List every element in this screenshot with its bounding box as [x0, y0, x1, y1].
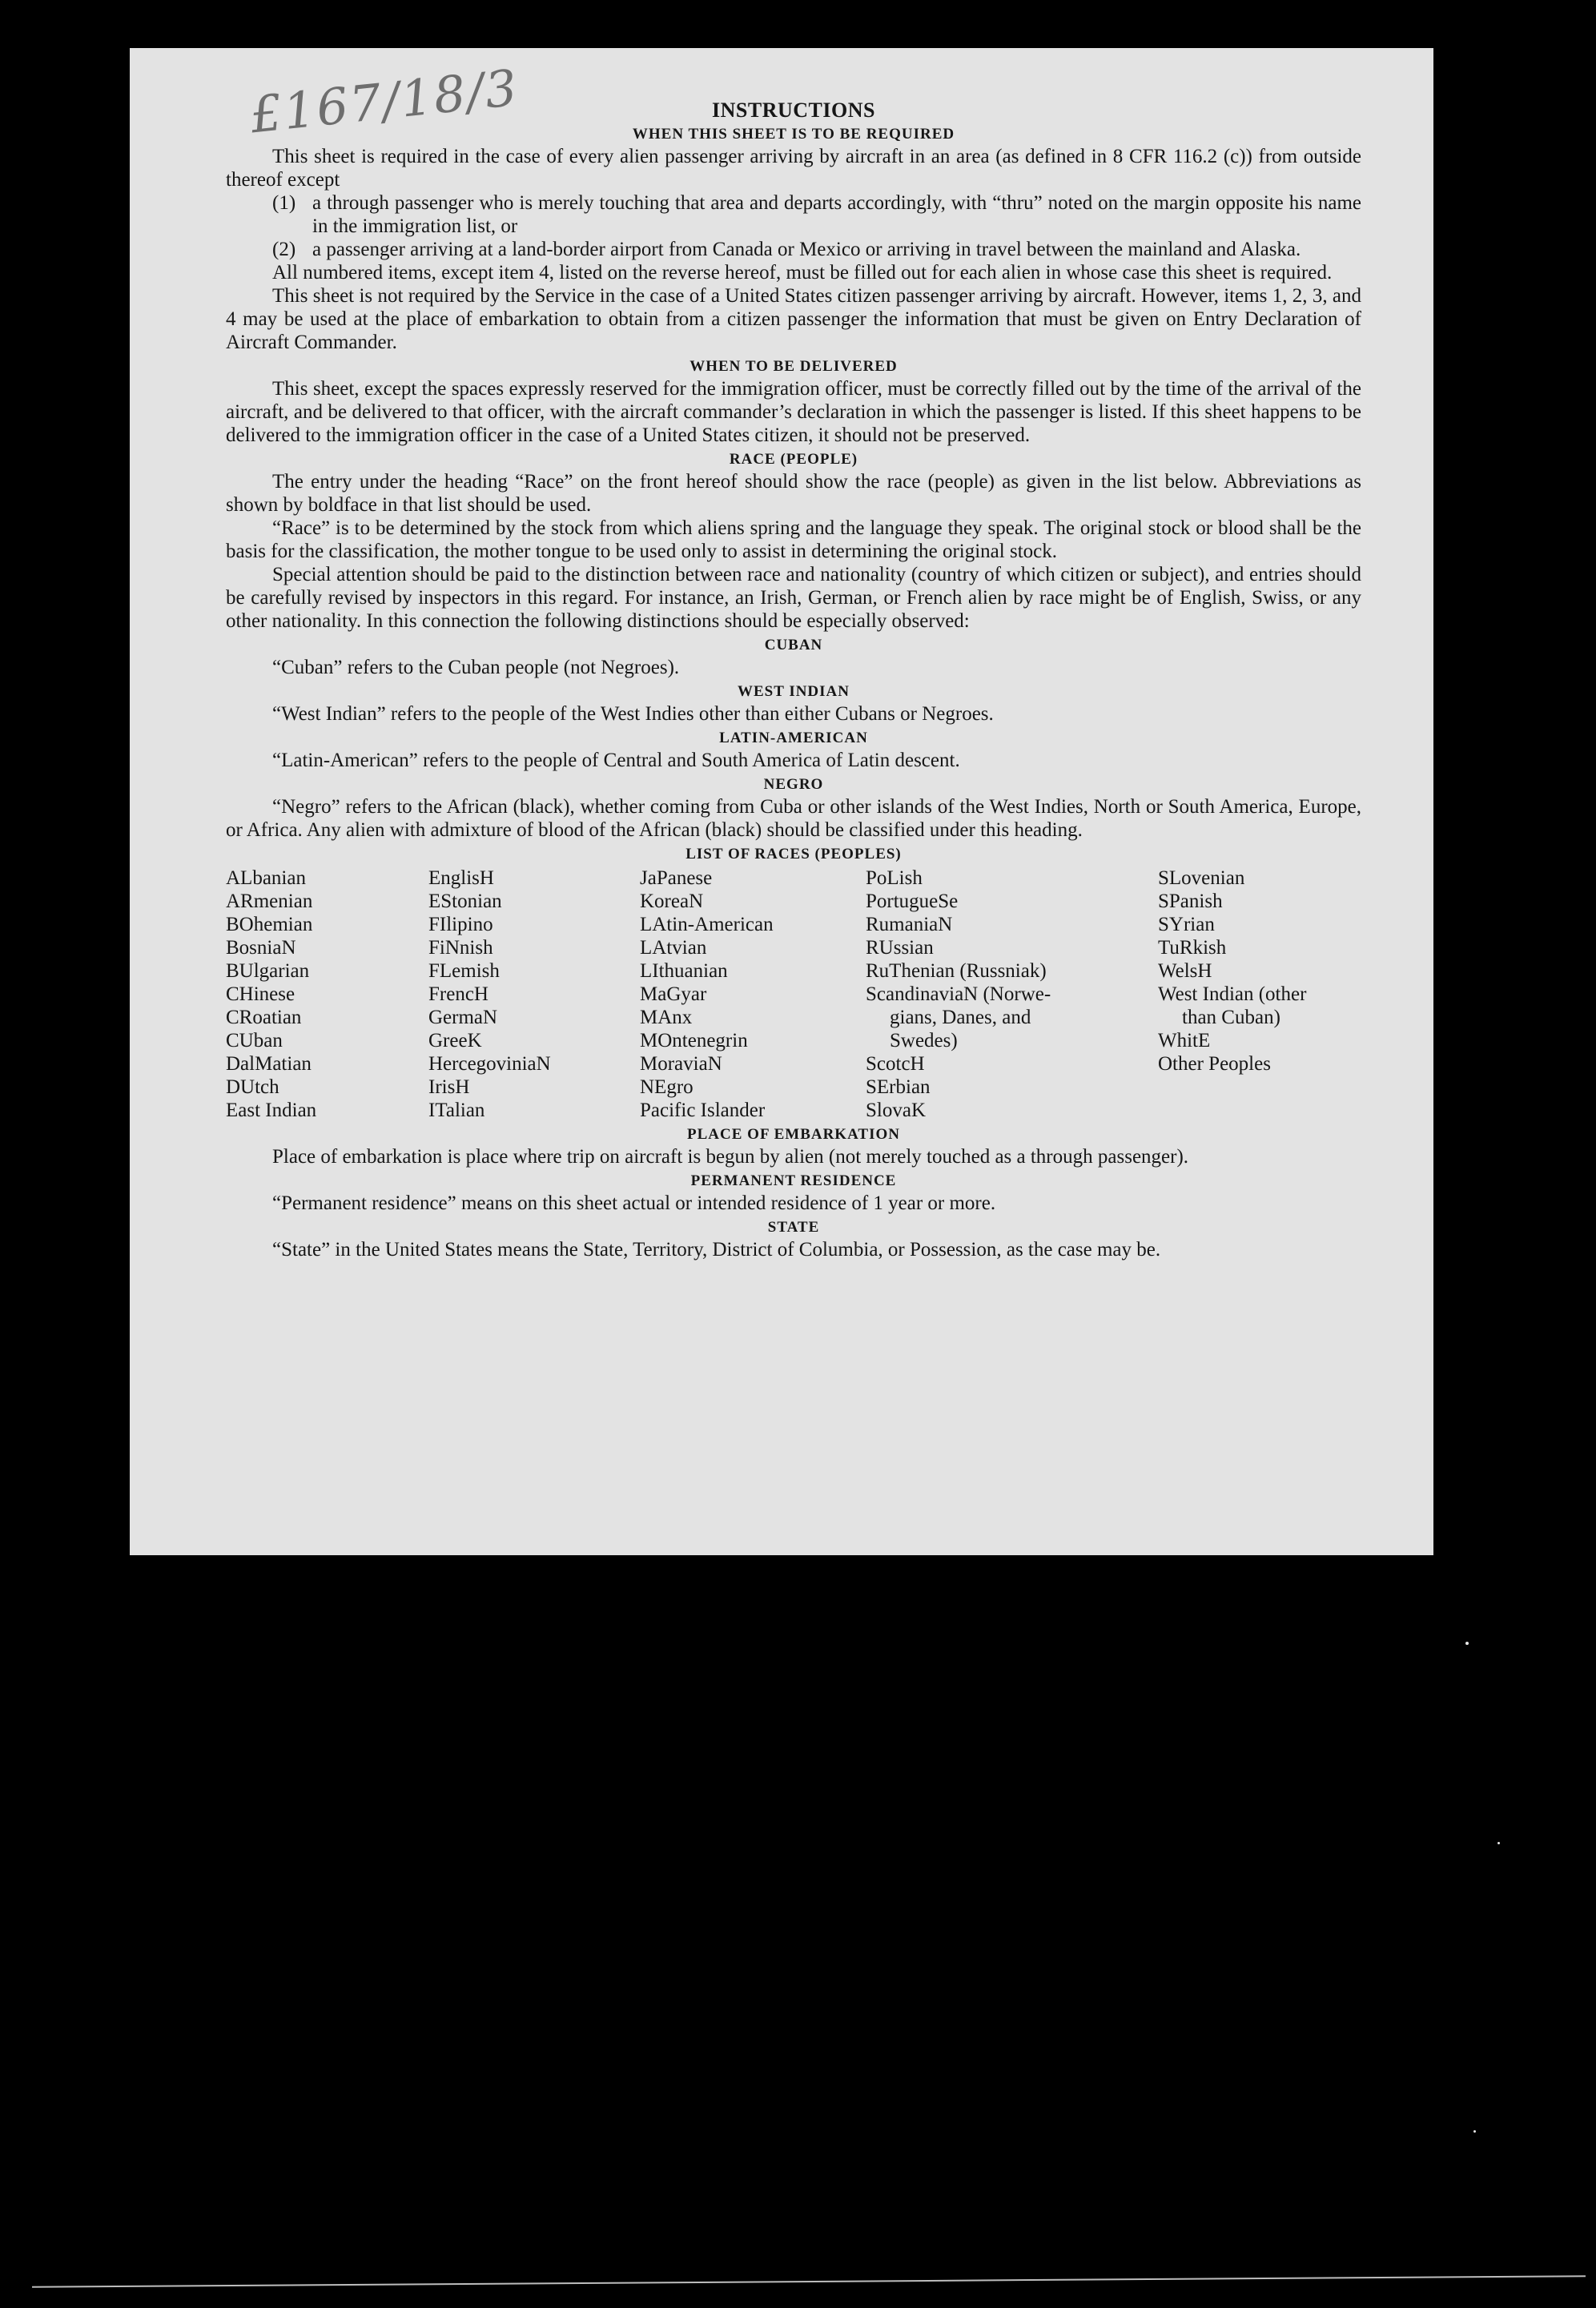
paragraph: This sheet is not required by the Service in the case of a United States citizen passenger arriving by aircraft. However, items 1, 2, 3, and 4 may be used at the place of embarkation to obtain from a citizen passenger the information that must be given on Entry Declaration of Aircraft Commander. — [226, 285, 1361, 353]
scan-speck — [1498, 1842, 1500, 1844]
list-item: LAtin-American — [640, 914, 774, 935]
list-item: MAnx — [640, 1007, 693, 1028]
heading-race: RACE (PEOPLE) — [729, 451, 858, 468]
heading-when-delivered: WHEN TO BE DELIVERED — [689, 358, 898, 375]
heading-negro: NEGRO — [763, 776, 824, 793]
list-item: East Indian — [226, 1100, 317, 1121]
race-column — [428, 867, 640, 1122]
list-item: RuThenian (Russniak) — [866, 960, 1047, 982]
list-item: BosniaN — [226, 937, 296, 959]
item-number: (1) — [272, 192, 296, 214]
list-item: PoLish — [866, 867, 923, 889]
list-item: LIthuanian — [640, 960, 728, 982]
paragraph: This sheet is required in the case of every alien passenger arriving by aircraft in an area (as defined in 8 CFR 116.2 (c)) from outside thereof except — [226, 146, 1361, 191]
list-item: SlovaK — [866, 1100, 926, 1121]
list-item: ITalian — [428, 1100, 485, 1121]
list-item: BOhemian — [226, 914, 313, 935]
list-item: gians, Danes, and — [890, 1007, 1031, 1028]
paragraph: “Negro” refers to the African (black), whether coming from Cuba or other islands of the West Indies, North or South America, Europe, or Africa. Any alien with admixture of blood of the African (black) should be classified under this heading. — [226, 796, 1361, 841]
item-text: a passenger arriving at a land-border airport from Canada or Mexico or arriving in travel between the mainland and Alaska. — [312, 239, 1301, 260]
list-item: IrisH — [428, 1076, 470, 1098]
list-item: LAtvian — [640, 937, 707, 959]
paragraph: “Latin-American” refers to the people of Central and South America of Latin descent. — [272, 750, 960, 771]
list-item: than Cuban) — [1182, 1007, 1280, 1028]
list-item: SPanish — [1158, 891, 1223, 912]
list-item: ScandinaviaN (Norwe- — [866, 983, 1051, 1005]
paragraph: “Cuban” refers to the Cuban people (not Negroes). — [272, 657, 680, 678]
paragraph: “Permanent residence” means on this sheet actual or intended residence of 1 year or more. — [272, 1192, 996, 1214]
list-item: West Indian (other — [1158, 983, 1307, 1005]
list-item — [272, 191, 1361, 238]
list-item: MOntenegrin — [640, 1030, 748, 1051]
list-item: DUtch — [226, 1076, 279, 1098]
paragraph: The entry under the heading “Race” on the front hereof should show the race (people) as given in the list below. Abbreviations as shown by boldface in that list should be used. — [226, 471, 1361, 516]
list-item: GreeK — [428, 1030, 482, 1051]
document-sheet — [130, 48, 1433, 1555]
list-item: BUlgarian — [226, 960, 310, 982]
paragraph: “West Indian” refers to the people of the West Indies other than either Cubans or Negroes. — [272, 703, 994, 725]
list-item: MoraviaN — [640, 1053, 722, 1075]
list-item: JaPanese — [640, 867, 713, 889]
list-item: FLemish — [428, 960, 500, 982]
list-item: NEgro — [640, 1076, 693, 1098]
handwritten-note: £167/18/3 — [247, 58, 521, 145]
race-column — [640, 867, 866, 1122]
list-item: CHinese — [226, 983, 295, 1005]
list-item: GermaN — [428, 1007, 498, 1028]
list-item: FIlipino — [428, 914, 493, 935]
list-item: RUssian — [866, 937, 934, 959]
list-item: CRoatian — [226, 1007, 302, 1028]
page-title: INSTRUCTIONS — [712, 99, 875, 122]
list-item: SYrian — [1158, 914, 1215, 935]
paragraph: Place of embarkation is place where trip on aircraft is begun by alien (not merely touched as a through passenger). — [272, 1146, 1189, 1168]
list-item: WelsH — [1158, 960, 1212, 982]
list-item: KoreaN — [640, 891, 704, 912]
paragraph: “Race” is to be determined by the stock from which aliens spring and the language they speak. The original stock or blood shall be the basis for the classification, the mother tongue to be used only to assist in determining the original stock. — [226, 517, 1361, 562]
list-item: ScotcH — [866, 1053, 925, 1075]
heading-latin-american: LATIN-AMERICAN — [719, 730, 868, 746]
list-item: SLovenian — [1158, 867, 1245, 889]
list-item — [272, 238, 1361, 261]
paragraph: This sheet, except the spaces expressly reserved for the immigration officer, must be correctly filled out by the time of the arrival of the aircraft, and be delivered to that officer, with the aircraft commander’s declaration in which the passenger is listed. If this sheet happens to be delivered to the immigration officer in the case of a United States citizen, it should not be preserved. — [226, 378, 1361, 446]
paragraph: Special attention should be paid to the distinction between race and nationality (country of which citizen or subject), and entries should be carefully revised by inspectors in this regard. For instance, an Irish, German, or French alien by race might be of English, Swiss, or any other nationality. In this connection the following distinctions should be especially observed: — [226, 564, 1361, 632]
heading-state: STATE — [767, 1219, 820, 1236]
heading-cuban: CUBAN — [764, 637, 823, 653]
list-item: WhitE — [1158, 1030, 1211, 1051]
race-column — [1158, 867, 1361, 1122]
list-item: Pacific Islander — [640, 1100, 766, 1121]
list-item: EnglisH — [428, 867, 494, 889]
list-item: Swedes) — [890, 1030, 958, 1051]
list-item: RumaniaN — [866, 914, 953, 935]
race-list — [226, 867, 1361, 1122]
list-item: EStonian — [428, 891, 502, 912]
scan-speck — [1473, 2130, 1476, 2133]
race-column — [866, 867, 1158, 1122]
list-item: DalMatian — [226, 1053, 312, 1075]
heading-embarkation: PLACE OF EMBARKATION — [687, 1126, 900, 1143]
list-item: MaGyar — [640, 983, 707, 1005]
instructions-content — [226, 99, 1361, 1261]
list-item: FrencH — [428, 983, 488, 1005]
scan-speck — [1465, 1642, 1469, 1645]
item-number: (2) — [272, 239, 296, 260]
heading-residence: PERMANENT RESIDENCE — [690, 1172, 897, 1189]
list-item: Other Peoples — [1158, 1053, 1271, 1075]
list-item: CUban — [226, 1030, 283, 1051]
list-item: ARmenian — [226, 891, 313, 912]
list-item: SErbian — [866, 1076, 931, 1098]
list-item: FiNnish — [428, 937, 493, 959]
item-text: a through passenger who is merely touching that area and departs accordingly, with “thru” noted on the margin opposite his name in the immigration list, or — [312, 192, 1361, 237]
scan-edge-line — [32, 2275, 1586, 2288]
list-item: HercegoviniaN — [428, 1053, 551, 1075]
paragraph: “State” in the United States means the State, Territory, District of Columbia, or Possession, as the case may be. — [272, 1239, 1161, 1261]
list-item: PortugueSe — [866, 891, 959, 912]
race-column — [226, 867, 428, 1122]
heading-west-indian: WEST INDIAN — [738, 683, 850, 700]
paragraph: All numbered items, except item 4, listed on the reverse hereof, must be filled out for each alien in whose case this sheet is required. — [272, 262, 1333, 283]
list-item: ALbanian — [226, 867, 306, 889]
heading-list-of-races: LIST OF RACES (PEOPLES) — [685, 846, 902, 862]
heading-when-required: WHEN THIS SHEET IS TO BE REQUIRED — [632, 126, 955, 143]
list-item: TuRkish — [1158, 937, 1227, 959]
